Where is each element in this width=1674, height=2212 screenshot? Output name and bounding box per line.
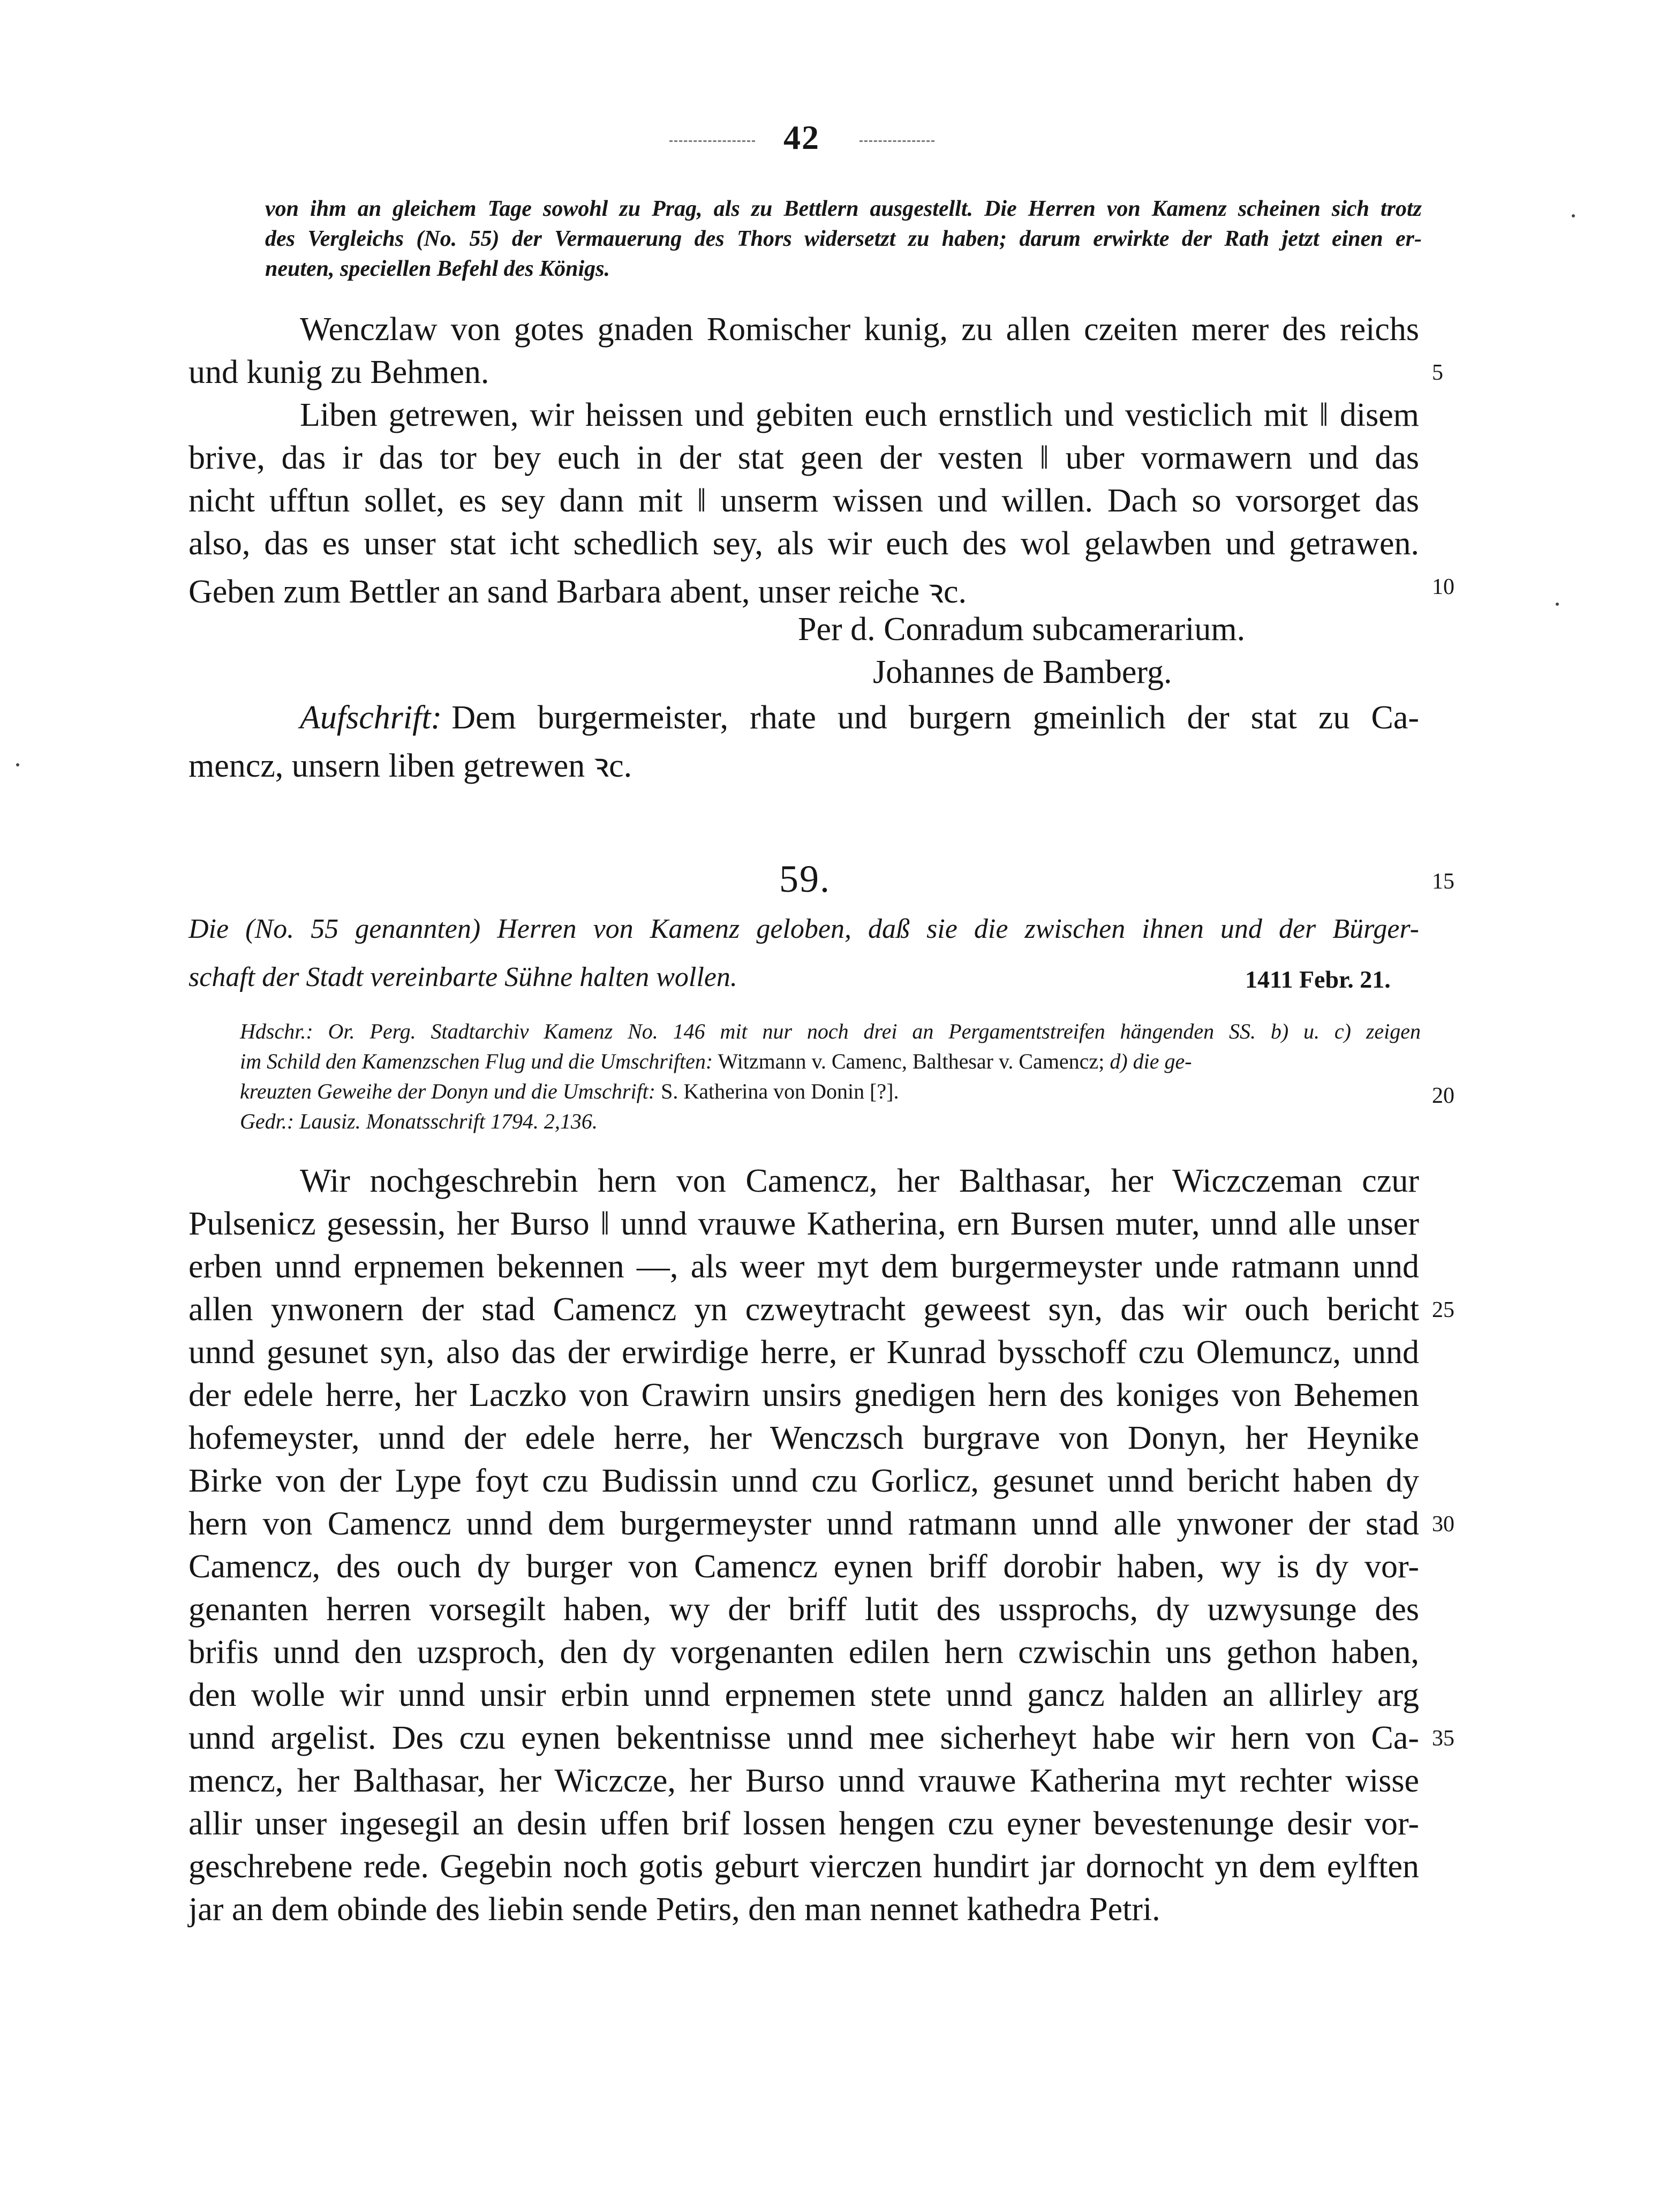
aufschrift-line (300, 699, 1419, 737)
text-line: Wir nochgeschrebin hern von Camencz, her Balthasar, her Wiczczeman czur (300, 1163, 1419, 1199)
margin-line-number: 20 (1432, 1084, 1454, 1108)
text-line: mencz, her Balthasar, her Wiczcze, her Burso unnd vrauwe Katherina myt rechter wisse (188, 1763, 1419, 1799)
scan-speck (1556, 603, 1559, 606)
margin-line-number: 35 (1432, 1726, 1454, 1751)
text-line: Birke von der Lype foyt czu Budissin unnd czu Gorlicz, gesunet unnd bericht haben dy (188, 1463, 1419, 1499)
text-line: hern von Camencz unnd dem burgermeyster unnd ratmann unnd alle ynwoner der stad (188, 1506, 1419, 1542)
note-italic: d) die ge- (1110, 1049, 1192, 1073)
regest-line: Die (No. 55 genannten) Herren von Kamenz geloben, daß sie die zwischen ihnen und der Bürger- (188, 914, 1419, 944)
aufschrift-text: mencz, unsern liben getrewen ꝛc. (188, 748, 632, 784)
aufschrift-label: Aufschrift: (300, 699, 442, 736)
manuscript-note-line (240, 1049, 1192, 1074)
text-line: den wolle wir unnd unsir erbin unnd erpnemen stete unnd gancz halden an allirley arg (188, 1677, 1419, 1713)
page-number: 42 (783, 118, 820, 156)
signature-line: Johannes de Bamberg. (873, 654, 1172, 690)
text-line: Camencz, des ouch dy burger von Camencz eynen briff dorobir haben, wy is dy vor- (188, 1548, 1419, 1585)
text-line: Wenczlaw von gotes gnaden Romischer kunig, zu allen czeiten merer des reichs (300, 311, 1419, 348)
print-note-line: Gedr.: Lausiz. Monatsschrift 1794. 2,136. (240, 1109, 598, 1133)
margin-line-number: 5 (1432, 360, 1443, 385)
note-roman: Witzmann v. Camenc, Balthesar v. Camencz; (713, 1049, 1110, 1073)
document-number: 59. (779, 857, 831, 900)
note-italic: kreuzten Geweihe der Donyn und die Umschrift: (240, 1079, 656, 1103)
text-line: also, das es unser stat icht schedlich sey, als wir euch des wol gelawben und getrawen. (188, 525, 1419, 562)
note-roman: S. Katherina von Donin [?]. (655, 1079, 899, 1103)
scan-speck (16, 763, 19, 766)
text-line: erben unnd erpnemen bekennen —, als weer myt dem burgermeyster unde ratmann unnd (188, 1248, 1419, 1285)
intro-note-line: des Vergleichs (No. 55) der Vermauerung des Thors widersetzt zu haben; darum erwirkte der Rath jetzt einen er- (265, 227, 1422, 251)
signature-line: Per d. Conradum subcamerarium. (798, 611, 1246, 648)
aufschrift-text: Dem burgermeister, rhate und burgern gmeinlich der stat zu Ca- (451, 699, 1419, 736)
text-line: brifis unnd den uzsproch, den dy vorgenanten edilen hern czwischin uns gethon haben, (188, 1634, 1419, 1671)
intro-note-line: neuten, speciellen Befehl des Königs. (265, 257, 610, 281)
text-line: und kunig zu Behmen. (188, 354, 489, 390)
header-rule-right (859, 140, 934, 142)
margin-line-number: 10 (1432, 575, 1454, 599)
text-line: genanten herren vorsegilt haben, wy der briff lutit des ussprochs, dy uzwysunge des (188, 1591, 1419, 1628)
margin-line-number: 30 (1432, 1512, 1454, 1537)
text-line: Pulsenicz gesessin, her Burso ‖ unnd vrauwe Katherina, ern Bursen muter, unnd alle unser (188, 1206, 1419, 1242)
text-line: allen ynwonern der stad Camencz yn czweytracht geweest syn, das wir ouch bericht (188, 1291, 1419, 1328)
text-line: unnd gesunet syn, also das der erwirdige herre, er Kunrad bysschoff czu Olemuncz, unnd (188, 1334, 1419, 1371)
manuscript-note-line (240, 1079, 899, 1104)
text-line: Geben zum Bettler an sand Barbara abent, unser reiche ꝛc. (188, 574, 967, 610)
scan-speck (1572, 214, 1575, 217)
text-line: brive, das ir das tor bey euch in der stat geen der vesten ‖ uber vormawern und das (188, 440, 1419, 476)
text-line: nicht ufftun sollet, es sey dann mit ‖ unserm wissen und willen. Dach so vorsorget das (188, 483, 1419, 519)
text-line: Liben getrewen, wir heissen und gebiten euch ernstlich und vesticlich mit ‖ disem (300, 397, 1419, 433)
manuscript-note-line: Hdschr.: Or. Perg. Stadtarchiv Kamenz No. 146 mit nur noch drei an Pergamentstreifen hängenden SS. b) u. c) zeigen (240, 1019, 1421, 1043)
intro-note-line: von ihm an gleichem Tage sowohl zu Prag, als zu Bettlern ausgestellt. Die Herren von Kamenz scheinen sich trotz (265, 197, 1422, 221)
text-line: allir unser ingesegil an desin uffen brif lossen hengen czu eyner bevestenunge desir vor- (188, 1805, 1419, 1842)
text-line: unnd argelist. Des czu eynen bekentnisse unnd mee sicherheyt habe wir hern von Ca- (188, 1720, 1419, 1756)
margin-line-number: 15 (1432, 869, 1454, 894)
header-rule-left (669, 140, 755, 142)
margin-line-number: 25 (1432, 1298, 1454, 1322)
text-line: der edele herre, her Laczko von Crawirn unsirs gnedigen hern des koniges von Behemen (188, 1377, 1419, 1413)
document-date: 1411 Febr. 21. (1245, 966, 1391, 993)
note-italic: im Schild den Kamenzschen Flug und die Umschriften: (240, 1049, 713, 1073)
text-line: jar an dem obinde des liebin sende Petirs, den man nennet kathedra Petri. (188, 1891, 1160, 1928)
text-line: hofemeyster, unnd der edele herre, her Wenczsch burgrave von Donyn, her Heynike (188, 1420, 1419, 1456)
regest-line: schaft der Stadt vereinbarte Sühne halten wollen. (188, 962, 737, 992)
text-line: geschrebene rede. Gegebin noch gotis geburt vierczen hundirt jar dornocht yn dem eylften (188, 1848, 1419, 1885)
